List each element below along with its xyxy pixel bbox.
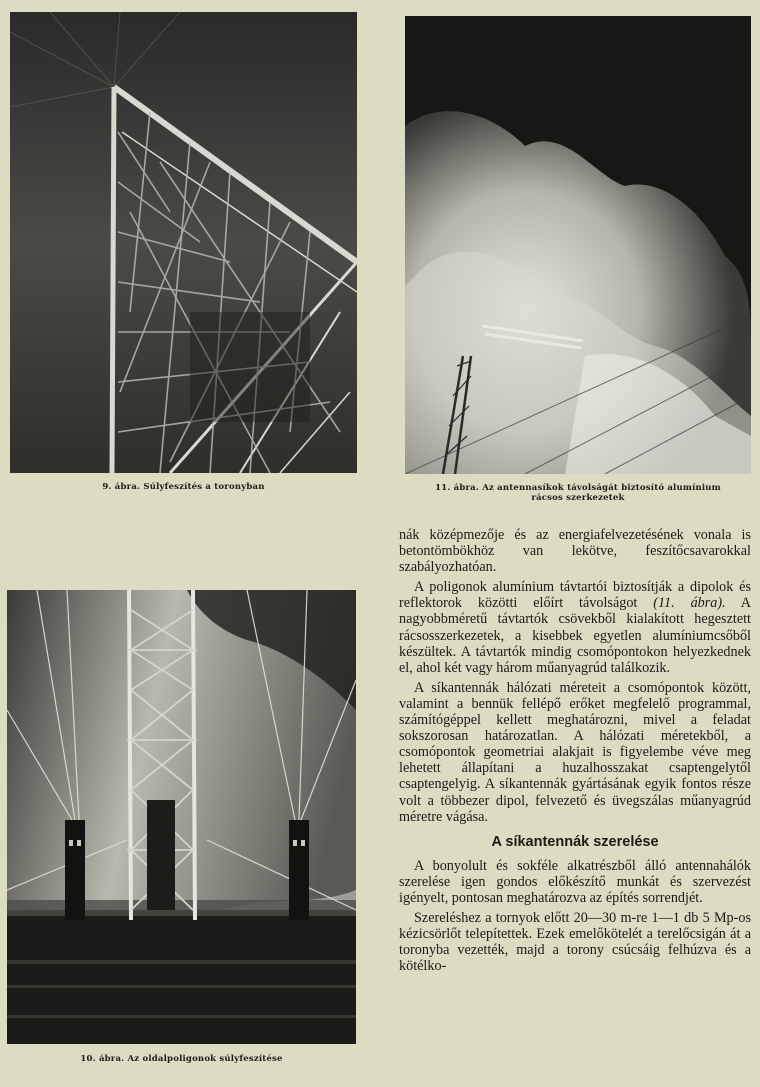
paragraph-2-text-b: A nagyobbméretű távtartók csövekből kialakított hegesztett rácsosszerkezetek, a kisebbek egyetlen alumíniumcsőből készültek. A távtartók mindig csomópontokon helyezkednek el, ahol két vagy három műanyagrúd találkozik.: [399, 595, 751, 676]
figure-11-reference: (11. ábra).: [653, 595, 726, 612]
figure-9-photo: [10, 12, 357, 473]
article-body: [399, 527, 751, 978]
paragraph-1: nák középmezője és az energiafelvezetésének vonala is betontömbökhöz van lekötve, feszítőcsavarokkal szabályozhatóan.: [399, 527, 751, 576]
figure-10-photo: [7, 590, 356, 1044]
figure-9-caption: 9. ábra. Súlyfeszítés a toronyban: [102, 482, 265, 492]
figure-10-caption: 10. ábra. Az oldalpoligonok súlyfeszítése: [80, 1054, 283, 1064]
paragraph-2-text-a: A poligonok alumínium távtartói biztosítják a dipolok és reflektorok közötti előírt távolságot: [399, 579, 751, 612]
figure-11-photo: [405, 16, 751, 474]
paragraph-2: [399, 579, 751, 676]
paragraph-5: Szereléshez a tornyok előtt 20—30 m-re 1—1 db 5 Mp-os kézicsörlőt telepítettek. Ezek emelőkötelét a terelőcsigán át a toronyba vezették, majd a torony csúcsáig felhúzva és a kötélko-: [399, 910, 751, 975]
paragraph-4: A bonyolult és sokféle alkatrészből álló antennahálók szerelése igen gondos előkészítő munkát és szervezést igényelt, pontosan meghatározva az építés sorrendjét.: [399, 857, 751, 906]
figure-11-caption-line-2: rácsos szerkezetek: [531, 493, 625, 503]
figure-11-caption-line-1: 11. ábra. Az antennasíkok távolságát biztosító alumínium: [435, 483, 721, 493]
section-heading: A síkantennák szerelése: [491, 833, 659, 850]
paragraph-3: A síkantennák hálózati méreteit a csomópontok között, valamint a bennük fellépő erőket megfelelő programmal, számítógéppel kellett meghatározni, mivel a feladat sokszorosan határozatlan. A hálózati méretekből, a csomópontok geometriai alakjait is figyelembe véve meg lehetett állapítani a huzalhosszakat csaptengelytől csaptengelyig. A síkantennák gyártásának egyik fontos része volt a többezer dipol, felvezető és üvegszálas műanyagrúd méretre vágása.: [399, 679, 751, 825]
figure-11-caption: [405, 483, 751, 503]
